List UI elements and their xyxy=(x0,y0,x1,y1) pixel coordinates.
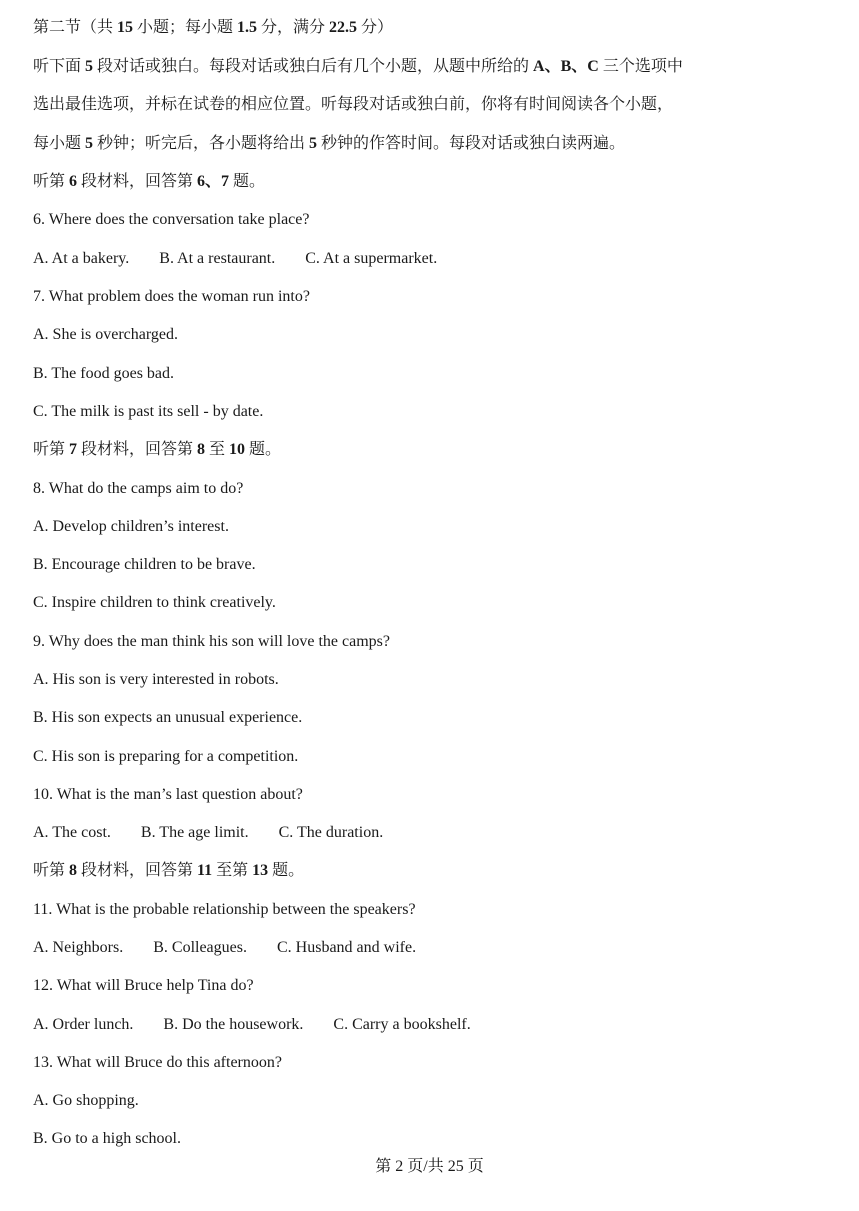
option-8c: C. Inspire children to think creatively. xyxy=(33,594,276,611)
question-13: 13. What will Bruce do this afternoon? xyxy=(33,1054,282,1071)
page-number: 第 2 页/共 25 页 xyxy=(375,1158,484,1175)
option-11b: B. Colleagues. xyxy=(153,939,247,956)
option-10c: C. The duration. xyxy=(278,824,384,841)
question-12: 12. What will Bruce help Tina do? xyxy=(33,977,254,994)
option-12a: A. Order lunch. xyxy=(33,1016,134,1033)
group-heading-8: 听第 8 段材料，回答第 11 至第 13 题。 xyxy=(33,862,305,879)
option-12b: B. Do the housework. xyxy=(163,1016,304,1033)
group-heading-6: 听第 6 段材料，回答第 6、7 题。 xyxy=(33,173,266,190)
option-8a: A. Develop children’s interest. xyxy=(33,518,229,535)
option-12c: C. Carry a bookshelf. xyxy=(333,1016,471,1033)
option-6a: A. At a bakery. xyxy=(33,250,130,267)
instructions-line-1: 听下面 5 段对话或独白。每段对话或独白后有几个小题，从题中所给的 A、B、C 三个选项中 xyxy=(33,58,683,75)
question-8: 8. What do the camps aim to do? xyxy=(33,480,244,497)
option-10a: A. The cost. xyxy=(33,824,111,841)
option-10b: B. The age limit. xyxy=(140,824,249,841)
question-10: 10. What is the man’s last question about? xyxy=(33,786,303,803)
option-11a: A. Neighbors. xyxy=(33,939,124,956)
instructions-line-2: 选出最佳选项，并标在试卷的相应位置。听每段对话或独白前，你将有时间阅读各个小题， xyxy=(33,96,674,113)
question-9: 9. Why does the man think his son will love the camps? xyxy=(33,633,390,650)
option-13a: A. Go shopping. xyxy=(33,1092,139,1109)
question-11: 11. What is the probable relationship between the speakers? xyxy=(33,901,416,918)
option-7a: A. She is overcharged. xyxy=(33,326,178,343)
instructions-line-3: 每小题 5 秒钟；听完后，各小题将给出 5 秒钟的作答时间。每段对话或独白读两遍。 xyxy=(33,135,626,152)
option-7b: B. The food goes bad. xyxy=(33,365,175,382)
option-9b: B. His son expects an unusual experience. xyxy=(33,709,303,726)
option-8b: B. Encourage children to be brave. xyxy=(33,556,256,573)
group-heading-7: 听第 7 段材料，回答第 8 至 10 题。 xyxy=(33,441,282,458)
option-6b: B. At a restaurant. xyxy=(159,250,276,267)
question-7: 7. What problem does the woman run into? xyxy=(33,288,310,305)
question-11-options xyxy=(33,938,416,958)
question-12-options xyxy=(33,1015,471,1035)
option-7c: C. The milk is past its sell - by date. xyxy=(33,403,264,420)
option-6c: C. At a supermarket. xyxy=(305,250,438,267)
question-6: 6. Where does the conversation take place? xyxy=(33,211,310,228)
option-9a: A. His son is very interested in robots. xyxy=(33,671,279,688)
section-header: 第二节（共 15 小题；每小题 1.5 分，满分 22.5 分） xyxy=(33,19,394,36)
option-13b: B. Go to a high school. xyxy=(33,1130,181,1147)
question-10-options xyxy=(33,823,383,843)
option-11c: C. Husband and wife. xyxy=(276,939,417,956)
question-6-options xyxy=(33,249,437,269)
option-9c: C. His son is preparing for a competition. xyxy=(33,748,299,765)
